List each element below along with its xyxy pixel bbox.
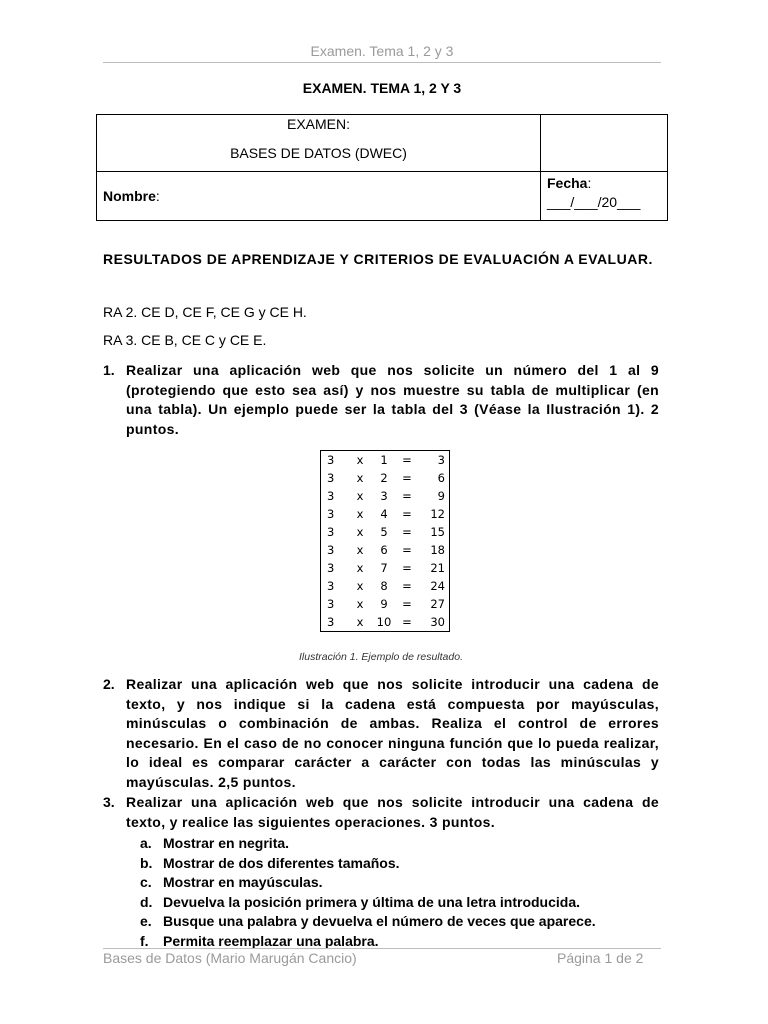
table-row [321, 487, 450, 505]
item-text: Permita reemplazar una palabra. [163, 932, 379, 949]
document-title: EXAMEN. TEMA 1, 2 Y 3 [302, 80, 462, 96]
question-text: Realizar una aplicación web que nos solicite introducir una cadena de texto, y nos indique si la cadena está compuesta por mayúsculas, minúsculas o combinación de ambas. Realiza el control de errores necesario. En el caso de no conocer ninguna función que lo pueda realizar, lo ideal es comparar carácter a carácter con todas las minúsculas y mayúsculas. 2,5 puntos. [126, 676, 659, 790]
list-item [140, 912, 596, 932]
table-cell: = [402, 507, 412, 521]
item-text: Mostrar en mayúsculas. [163, 874, 323, 890]
table-cell: = [402, 525, 412, 539]
table-row [321, 577, 450, 595]
table-row [321, 559, 450, 577]
footer-divider [103, 948, 661, 949]
operations-list [140, 834, 596, 951]
table-cell: = [402, 615, 412, 629]
table-cell: 3 [327, 597, 335, 611]
table-cell: 2 [380, 471, 388, 485]
exam-label: EXAMEN: [286, 116, 350, 132]
exam-info-table [96, 114, 668, 221]
footer-author: Bases de Datos (Mario Marugán Cancio) [103, 950, 357, 966]
table-cell: x [356, 615, 364, 629]
table-cell: 6 [380, 543, 388, 557]
table-cell: 3 [380, 489, 388, 503]
list-item [140, 873, 596, 893]
list-item [140, 893, 596, 913]
table-cell: = [402, 471, 412, 485]
table-cell: 3 [327, 615, 335, 629]
table-cell: x [356, 507, 364, 521]
learning-outcomes-heading: RESULTADOS DE APRENDIZAJE Y CRITERIOS DE EVALUACIÓN A EVALUAR. [103, 251, 653, 267]
table-cell: 24 [430, 579, 445, 593]
table-cell: x [356, 561, 364, 575]
question-2 [103, 675, 659, 792]
table-cell: x [356, 543, 364, 557]
date-blank: ___/___/20___ [547, 194, 641, 210]
item-text: Mostrar de dos diferentes tamaños. [163, 854, 400, 871]
table-cell: 30 [430, 615, 445, 629]
table-cell: 3 [327, 561, 335, 575]
table-cell: 3 [327, 543, 335, 557]
question-1 [103, 361, 659, 439]
item-letter: d. [140, 893, 153, 910]
table-cell: = [402, 489, 412, 503]
figure-caption: Ilustración 1. Ejemplo de resultado. [298, 651, 463, 663]
running-header: Examen. Tema 1, 2 y 3 [310, 43, 454, 59]
name-colon: : [155, 188, 160, 204]
table-cell: 3 [437, 453, 445, 467]
table-cell: 3 [327, 471, 335, 485]
item-text: Mostrar en negrita. [163, 835, 290, 851]
table-cell: x [356, 489, 364, 503]
table-cell: 6 [437, 471, 445, 485]
item-letter: b. [140, 854, 153, 871]
table-row [321, 451, 450, 470]
table-cell: x [356, 453, 364, 467]
footer-page-number: Página 1 de 2 [557, 950, 644, 966]
table-cell: 4 [380, 507, 388, 521]
question-3 [103, 793, 659, 832]
date-label: Fecha [547, 175, 588, 191]
name-cell[interactable] [97, 172, 541, 221]
question-text: Realizar una aplicación web que nos solicite introducir una cadena de texto, y realice las siguientes operaciones. 3 puntos. [126, 794, 659, 830]
item-letter: f. [140, 932, 149, 949]
table-cell: 5 [380, 525, 388, 539]
list-item [140, 834, 596, 854]
table-cell: = [402, 579, 412, 593]
table-cell: 3 [327, 453, 335, 467]
table-cell: 1 [380, 453, 388, 467]
item-letter: c. [140, 874, 152, 890]
table-row [321, 523, 450, 541]
table-cell: x [356, 597, 364, 611]
table-cell: 8 [380, 579, 388, 593]
table-cell: 3 [327, 507, 335, 521]
table-cell: x [356, 471, 364, 485]
question-number: 2. [103, 676, 115, 692]
ra-line: RA 3. CE B, CE C y CE E. [103, 332, 267, 348]
table-cell: x [356, 525, 364, 539]
name-label: Nombre [103, 188, 156, 204]
table-row [321, 469, 450, 487]
exam-cell [97, 115, 541, 172]
table-row [321, 613, 450, 632]
table-row [321, 595, 450, 613]
table-cell: = [402, 561, 412, 575]
table-cell: 27 [430, 597, 445, 611]
date-cell[interactable] [541, 172, 668, 221]
table-cell: 9 [437, 489, 445, 503]
multiplication-table [320, 450, 450, 632]
item-text: Busque una palabra y devuelva el número de veces que aparece. [163, 913, 596, 929]
table-cell: 21 [430, 561, 445, 575]
question-text: Realizar una aplicación web que nos solicite un número del 1 al 9 (protegiendo que esto sea así) y nos muestre su tabla de multiplicar (en una tabla). Un ejemplo puede ser la tabla del 3 (Véase la Ilustración 1). 2 puntos. [126, 362, 659, 437]
table-row [321, 505, 450, 523]
item-text: Devuelva la posición primera y última de una letra introducida. [163, 893, 581, 910]
table-row [321, 541, 450, 559]
item-letter: e. [140, 913, 152, 929]
table-cell: 18 [430, 543, 445, 557]
table-cell: 3 [327, 525, 335, 539]
table-cell: = [402, 453, 412, 467]
table-cell: 10 [376, 615, 392, 629]
table-cell: 3 [327, 579, 335, 593]
table-cell: 15 [430, 525, 445, 539]
ra-line: RA 2. CE D, CE F, CE G y CE H. [103, 304, 307, 320]
table-cell: = [402, 597, 412, 611]
table-cell: 12 [430, 507, 445, 521]
header-divider [103, 62, 661, 63]
table-cell: x [356, 579, 364, 593]
subject-label: BASES DE DATOS (DWEC) [230, 145, 407, 161]
date-colon: : [587, 175, 592, 191]
question-number: 3. [103, 794, 115, 810]
blank-cell [541, 115, 668, 172]
table-cell: = [402, 543, 412, 557]
table-cell: 3 [327, 489, 335, 503]
item-letter: a. [140, 835, 152, 851]
list-item [140, 854, 596, 874]
question-number: 1. [103, 362, 115, 378]
table-cell: 7 [380, 561, 388, 575]
table-cell: 9 [380, 597, 388, 611]
